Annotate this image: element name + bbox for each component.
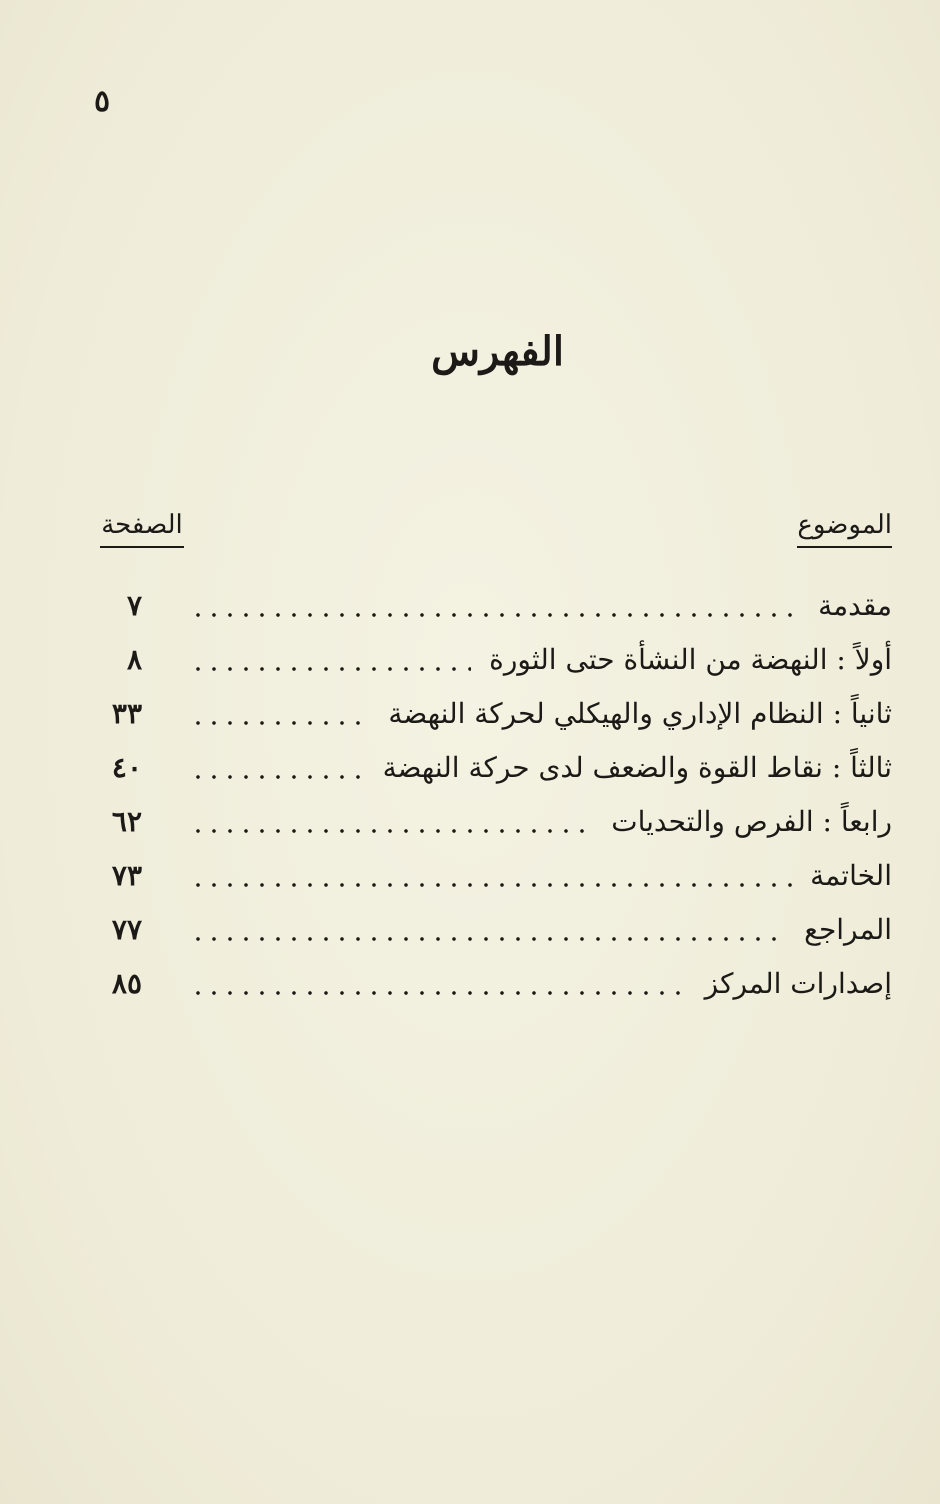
toc-entry-title: أولاً : النهضة من النشأة حتى الثورة — [489, 642, 892, 676]
toc-entry-page: ٣٣ — [111, 696, 142, 730]
toc-entry — [96, 956, 892, 1010]
toc-entry-title: ثانياً : النظام الإداري والهيكلي لحركة النهضة — [388, 696, 892, 730]
toc-entry-page: ٧٣ — [111, 858, 142, 892]
toc-entry — [96, 794, 892, 848]
toc-entry-page: ٨٥ — [111, 966, 142, 1000]
dot-leader — [190, 969, 687, 997]
dot-leader — [190, 753, 365, 781]
toc-entry — [96, 848, 892, 902]
toc-entry-page: ٨ — [126, 642, 142, 676]
table-of-contents — [96, 578, 892, 1010]
toc-entry — [96, 632, 892, 686]
toc-entry — [96, 686, 892, 740]
dot-leader — [190, 861, 792, 889]
toc-entry-page: ٤٠ — [111, 750, 142, 784]
page-title: الفهرس — [431, 328, 564, 375]
dot-leader — [190, 915, 786, 943]
dot-leader — [190, 699, 370, 727]
toc-entry-page: ٦٢ — [111, 804, 142, 838]
page-column-header: الصفحة — [100, 510, 184, 548]
toc-entry-title: المراجع — [804, 912, 892, 946]
toc-entry-page: ٧٧ — [111, 912, 142, 946]
toc-entry-title: الخاتمة — [810, 858, 892, 892]
toc-entry-title: رابعاً : الفرص والتحديات — [611, 804, 892, 838]
topic-column-header: الموضوع — [797, 510, 892, 548]
toc-entry-title: إصدارات المركز — [704, 966, 892, 1000]
dot-leader — [190, 591, 800, 619]
dot-leader — [190, 645, 471, 673]
page-number: ٥ — [94, 84, 111, 119]
dot-leader — [190, 807, 593, 835]
toc-entry — [96, 902, 892, 956]
toc-entry-title: ثالثاً : نقاط القوة والضعف لدى حركة النهضة — [382, 750, 892, 784]
toc-entry — [96, 578, 892, 632]
toc-entry — [96, 740, 892, 794]
toc-entry-title: مقدمة — [818, 588, 892, 622]
toc-entry-page: ٧ — [126, 588, 142, 622]
